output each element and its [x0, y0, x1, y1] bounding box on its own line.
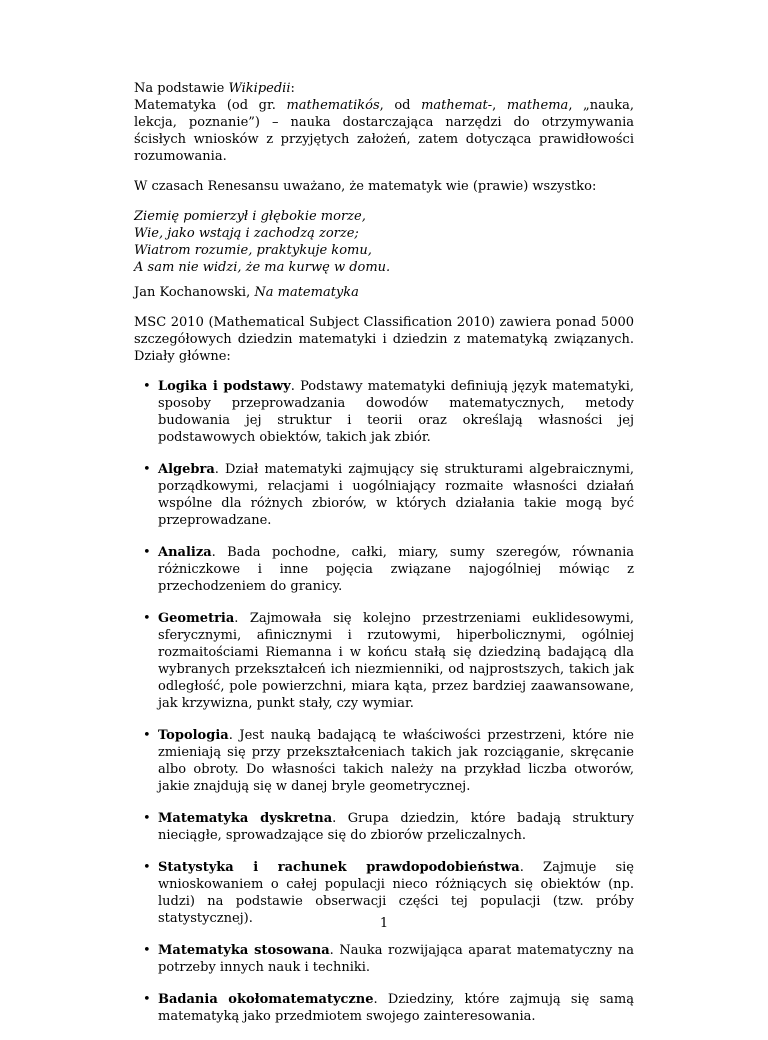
- topic-description: . Grupa dziedzin, które badają struktury nieciągłe, sprowadzające się do zbiorów przeliczalnych.: [158, 811, 634, 843]
- source-prefix: Na podstawie: [134, 81, 229, 96]
- poem-title: Na matematyka: [254, 285, 359, 300]
- bullet: •: [143, 943, 151, 958]
- topic-name: Geometria: [158, 611, 235, 626]
- intro-paragraph: [134, 80, 634, 165]
- bullet: •: [143, 611, 151, 626]
- poem-line: A sam nie widzi, że ma kurwę w domu.: [134, 260, 391, 275]
- bullet: •: [143, 860, 151, 875]
- list-item: [134, 610, 634, 712]
- poem-line: Ziemię pomierzył i głębokie morze,: [134, 209, 366, 224]
- topic-description: . Nauka rozwijająca aparat matematyczny na potrzeby innych nauk i techniki.: [158, 943, 635, 975]
- topic-description: . Podstawy matematyki definiują język matematyki, sposoby przeprowadzania dowodów matematycznych, metody budowania jej struktur i teorii oraz określają własności jej podstawowych obiektów, takich jak zbiór.: [158, 379, 634, 445]
- topic-name: Topologia: [158, 728, 229, 743]
- topic-description: . Bada pochodne, całki, miary, sumy szeregów, równania różniczkowe i inne pojęcia związane najogólniej mówiąc z przechodzeniem do granicy.: [158, 545, 634, 594]
- bullet: •: [143, 992, 151, 1007]
- topic-name: Matematyka stosowana: [158, 943, 330, 958]
- poem-line: Wie, jako wstają i zachodzą zorze;: [134, 226, 359, 241]
- source-name: Wikipedii: [228, 81, 291, 96]
- page-number: 1: [379, 916, 389, 931]
- poem-attribution: [134, 284, 634, 301]
- author-name: Jan Kochanowski,: [134, 285, 255, 300]
- definition-text: Matematyka (od gr.: [134, 98, 287, 113]
- list-item: [134, 942, 634, 976]
- topic-name: Badania okołomatematyczne: [158, 992, 374, 1007]
- topic-description: . Dział matematyki zajmujący się strukturami algebraicznymi, porządkowymi, relacjami i uogólniający rozmaite własności działań wspólne dla różnych zbiorów, w których działania takie mogą być przeprowadzane.: [158, 462, 634, 528]
- list-item: [134, 727, 634, 795]
- list-item: [134, 378, 634, 446]
- topic-name: Algebra: [158, 462, 215, 477]
- bullet: •: [143, 462, 151, 477]
- renaissance-paragraph: W czasach Renesansu uważano, że matematyk wie (prawie) wszystko:: [134, 179, 597, 194]
- definition-text: , „nauka, lekcja, poznanie”) – nauka dostarczająca narzędzi do otrzymywania ścisłych wniosków z przyjętych założeń, zatem dotycząca prawidłowości rozumowania.: [134, 98, 635, 164]
- list-item: [134, 810, 634, 844]
- poem: [134, 208, 634, 276]
- topic-name: Statystyka i rachunek prawdopodobieństwa: [158, 860, 520, 875]
- topic-description: . Dziedziny, które zajmują się samą matematyką jako przedmiotem swojego zainteresowania.: [158, 992, 634, 1024]
- bullet: •: [143, 379, 151, 394]
- topic-description: . Jest nauką badającą te właściwości przestrzeni, które nie zmieniają się przy przekształceniach takich jak rozciąganie, skręcanie albo obroty. Do własności takich należy na przykład liczba otworów, jakie znajdują się w danej bryle geometrycznej.: [158, 728, 634, 794]
- topic-name: Matematyka dyskretna: [158, 811, 333, 826]
- source-suffix: :: [290, 81, 295, 96]
- bullet: •: [143, 811, 151, 826]
- definition-term: mathema: [506, 98, 569, 113]
- msc-paragraph: MSC 2010 (Mathematical Subject Classification 2010) zawiera ponad 5000 szczegółowych dziedzin matematyki i dziedzin z matematyką związanych. Działy główne:: [134, 315, 634, 364]
- document-page: [134, 80, 634, 1040]
- topic-description: . Zajmuje się wnioskowaniem o całej populacji nieco różniących się obiektów (np. ludzi) na podstawie obserwacji części tej populacji (tzw. próby statystycznej).: [158, 860, 634, 926]
- list-item: [134, 544, 634, 595]
- definition-term: mathematikós: [286, 98, 380, 113]
- list-item: [134, 991, 634, 1025]
- list-item: [134, 461, 634, 529]
- bullet: •: [143, 728, 151, 743]
- definition-text: ,: [492, 98, 507, 113]
- topic-description: . Zajmowała się kolejno przestrzeniami euklidesowymi, sferycznymi, afinicznymi i rzutowymi, hiperbolicznymi, ogólniej rozmaitościami Riemanna i w końcu stałą się dziedziną badającą dla wybranych przekształceń ich niezmienniki, od najprostszych, takich jak odległość, pole powierzchni, miara kąta, przez bardziej zaawansowane, jak krzywizna, punkt stały, czy wymiar.: [158, 611, 634, 711]
- topic-name: Analiza: [158, 545, 212, 560]
- definition-term: mathemat-: [421, 98, 493, 113]
- topic-name: Logika i podstawy: [158, 379, 291, 394]
- definition-text: , od: [379, 98, 422, 113]
- bullet: •: [143, 545, 151, 560]
- poem-line: Wiatrom rozumie, praktykuje komu,: [134, 243, 372, 258]
